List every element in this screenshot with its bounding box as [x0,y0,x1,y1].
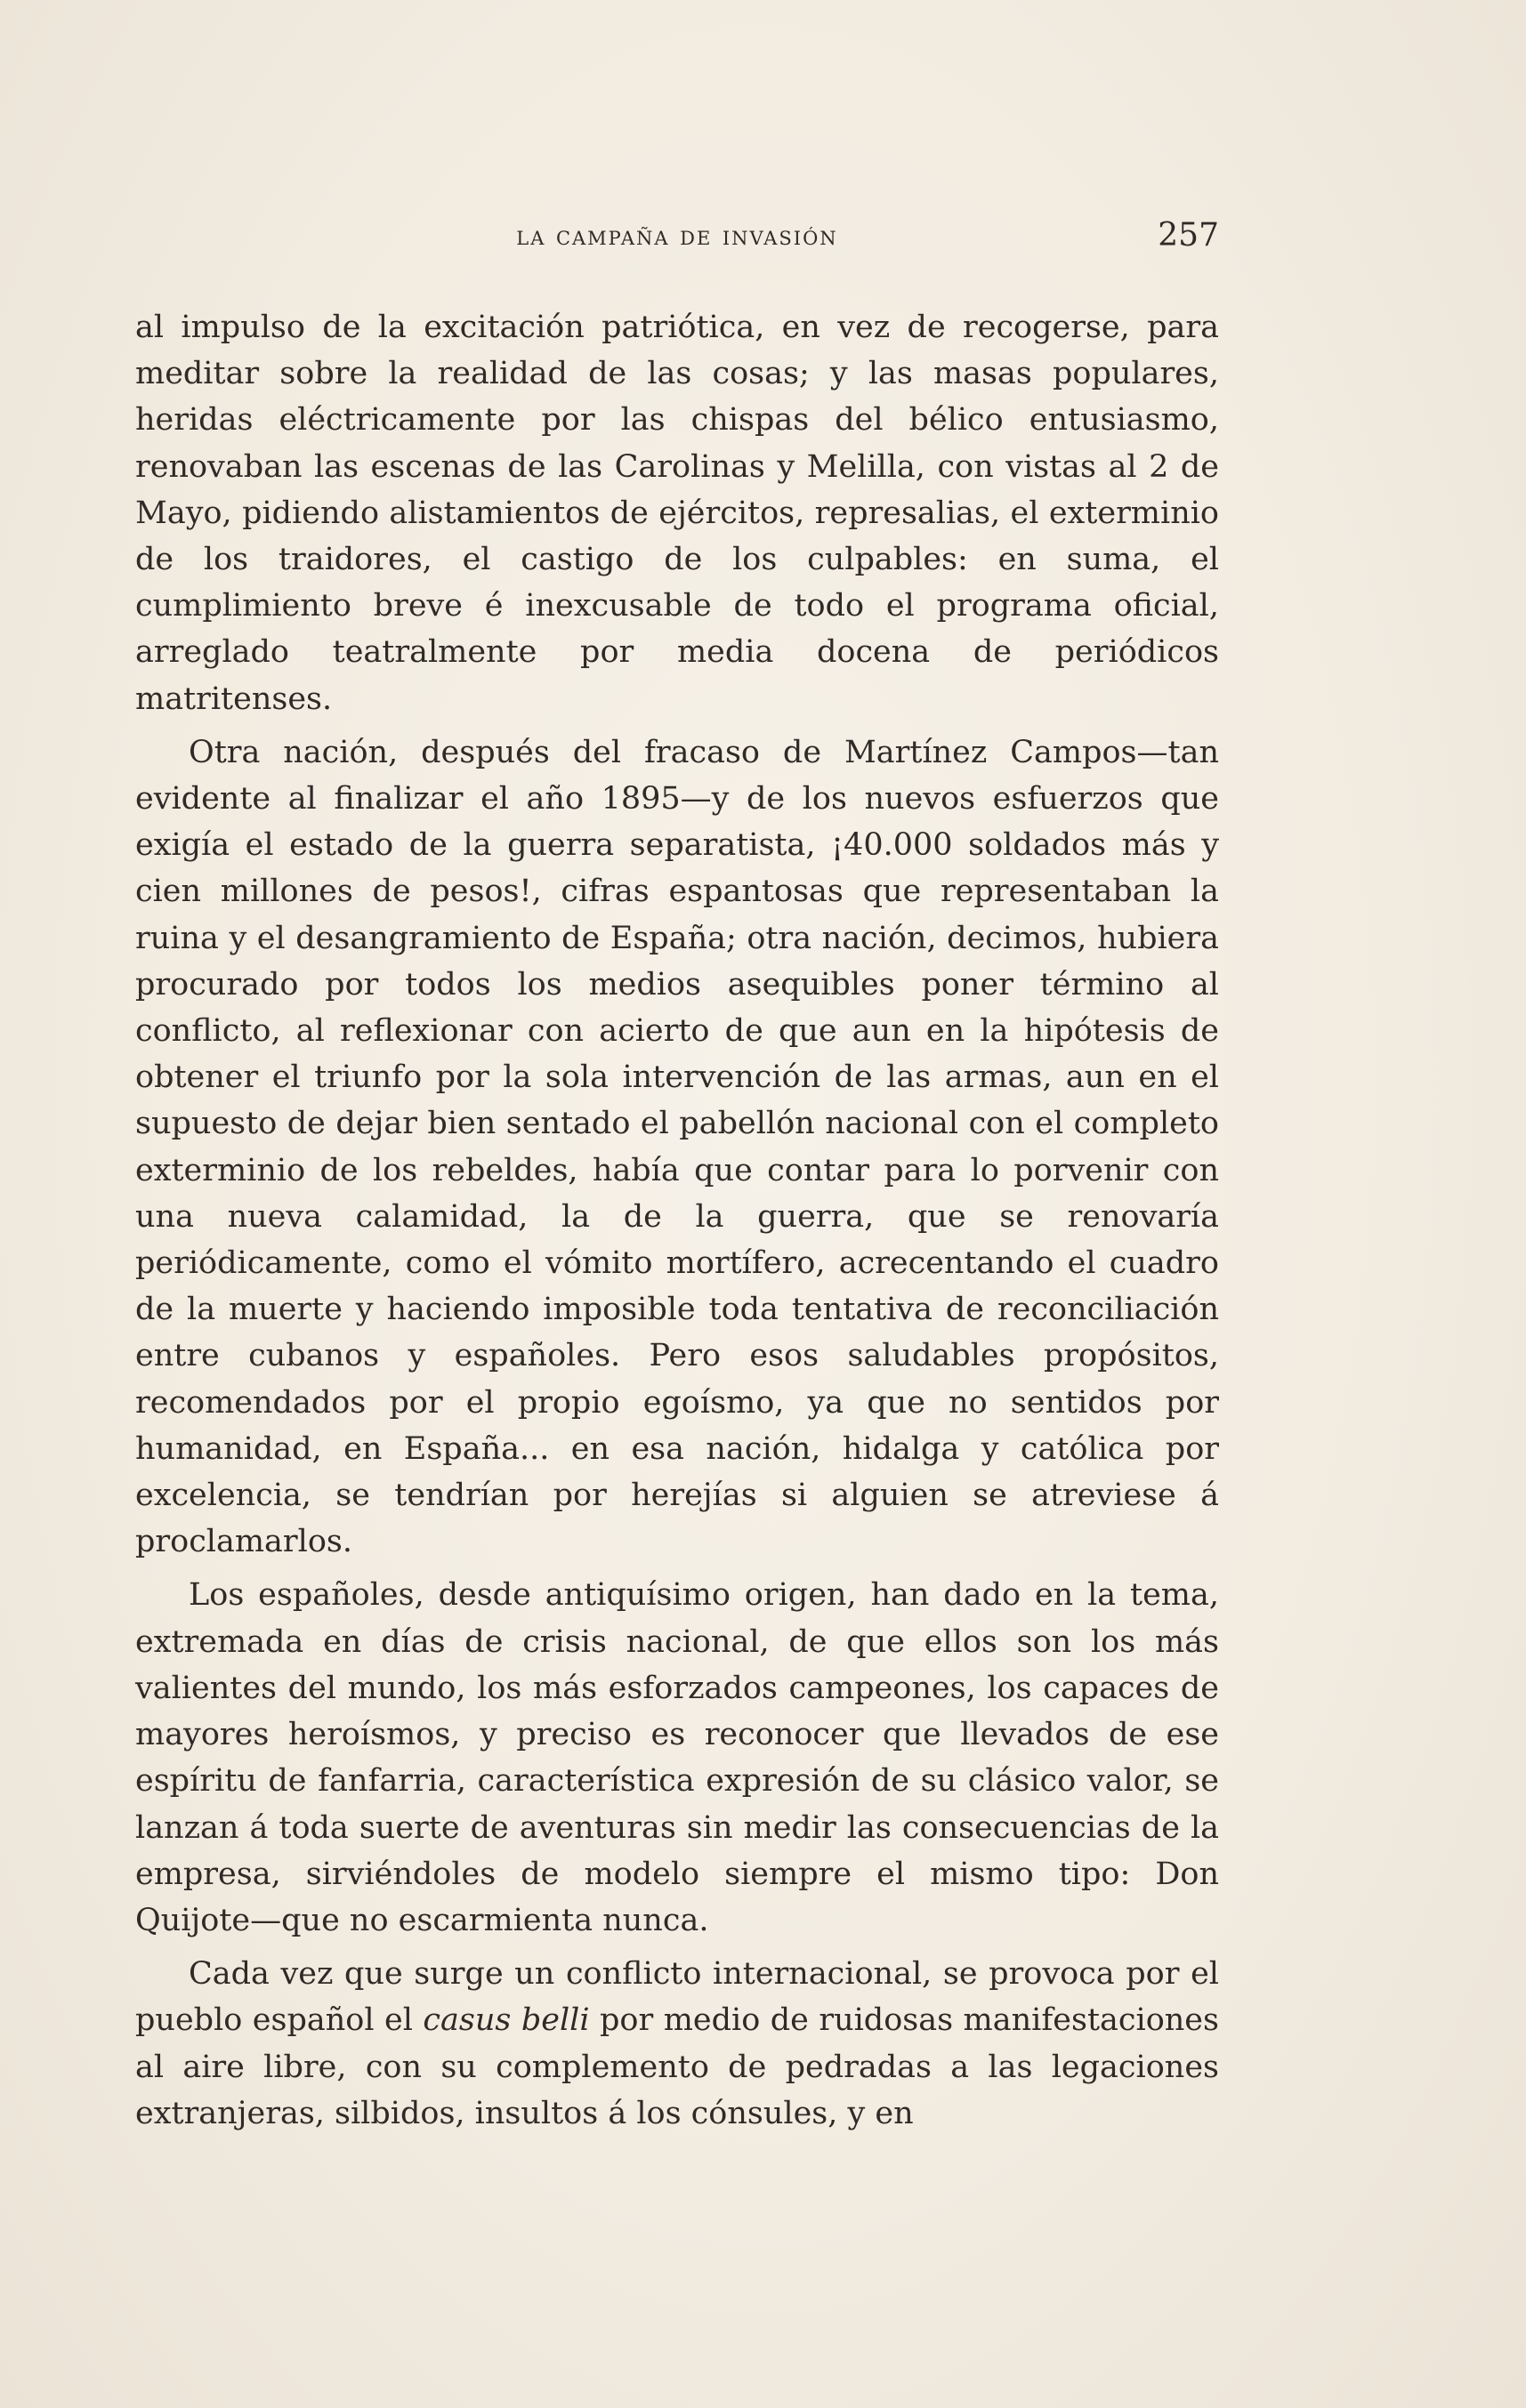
body-text [135,304,1219,2144]
paragraph-4-italic-term: casus belli [423,2002,590,2039]
running-title: la campaña de invasión [516,221,838,252]
paragraph-2: Otra nación, después del fracaso de Martínez Campos—tan evidente al finalizar el año 1895—y de los nuevos esfuerzos que exigía el estado de la guerra separatista, ¡40.000 soldados más y cien millones de pesos!, cifras espantosas que representaban la ruina y el desangramiento de España; otra nación, decimos, hubiera procurado por todos los medios asequibles poner término al conflicto, al reflexionar con acierto de que aun en la hipótesis de obtener el triunfo por la sola intervención de las armas, aun en el supuesto de dejar bien sentado el pabellón nacional con el completo exterminio de los rebeldes, había que contar para lo porvenir con una nueva calamidad, la de la guerra, que se renovaría periódicamente, como el vómito mortífero, acrecentando el cuadro de la muerte y haciendo imposible toda tentativa de reconciliación entre cubanos y españoles. Pero esos saludables propósitos, recomendados por el propio egoísmo, ya que no sentidos por humanidad, en España... en esa nación, hidalga y católica por excelencia, se tendrían por herejías si alguien se atreviese á proclamarlos. [135,734,1219,1560]
page-number: 257 [1158,217,1219,254]
paragraph-4-text-after: por medio de ruidosas manifestaciones al aire libre, con su complemento de pedradas a las legaciones extranjeras, silbidos, insultos á los cónsules, y en [135,2002,1219,2131]
page-header [135,217,1219,256]
paragraph-1: al impulso de la excitación patriótica, en vez de recogerse, para meditar sobre la realidad de las cosas; y las masas populares, heridas eléctricamente por las chispas del bélico entusiasmo, renovaban las escenas de las Carolinas y Melilla, con vistas al 2 de Mayo, pidiendo alistamientos de ejércitos, represalias, el exterminio de los traidores, el castigo de los culpables: en suma, el cumplimiento breve é inexcusable de todo el programa oficial, arreglado teatralmente por media docena de periódicos matritenses. [135,310,1219,717]
paragraph-4 [135,1951,1219,2137]
paragraph-4-text-before: Cada vez que surge un conflicto internacional, se provoca por el pueblo español el [135,1956,1219,2039]
paragraph-3: Los españoles, desde antiquísimo origen, han dado en la tema, extremada en días de crisis nacional, de que ellos son los más valientes del mundo, los más esforzados campeones, los capaces de mayores heroísmos, y preciso es reconocer que llevados de ese espíritu de fanfarria, característica expresión de su clásico valor, se lanzan á toda suerte de aventuras sin medir las consecuencias de la empresa, sirviéndoles de modelo siempre el mismo tipo: Don Quijote—que no escarmienta nunca. [135,1577,1219,1938]
